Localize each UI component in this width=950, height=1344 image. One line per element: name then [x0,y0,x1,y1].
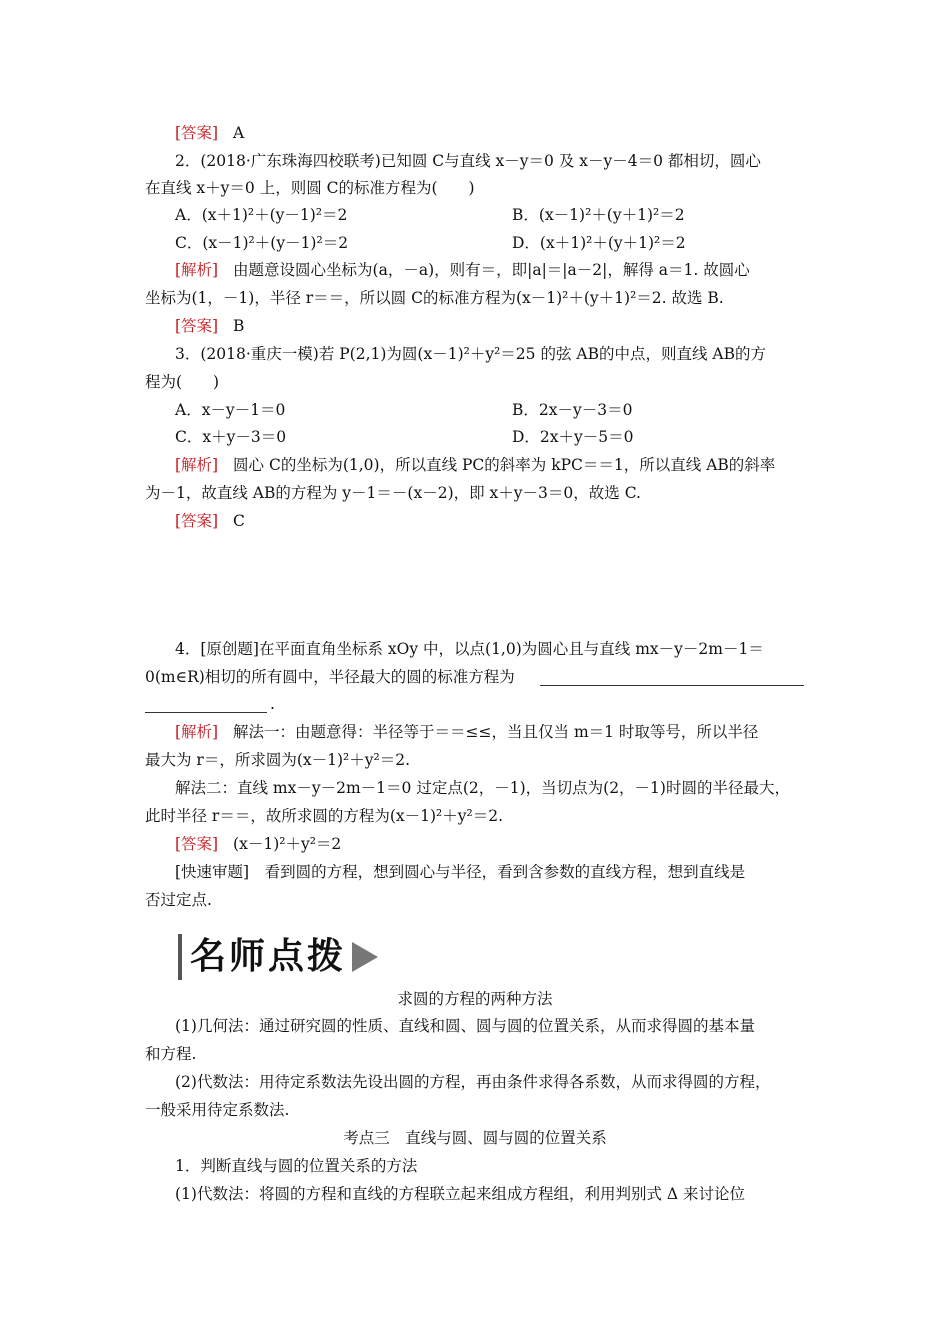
fill-in-blank-line-2 [145,712,267,713]
answer-value: B [233,317,245,335]
q1-answer-line [175,123,244,143]
play-triangle-icon [352,942,378,972]
q3-option-a: A．x－y－1＝0 [175,401,286,419]
quick-review-line-1: [快速审题] 看到圆的方程，想到圆心与半径，看到含参数的直线方程，想到直线是 [175,863,746,881]
q2-analysis-line-2: 坐标为(1，－1)，半径 r＝＝，所以圆 C的标准方程为(x－1)²＋(y＋1)²＝2. 故选 B. [145,289,724,307]
answer-tag: [答案] [175,317,219,335]
answer-tag: [答案] [175,512,219,530]
q3-analysis-line-2: 为－1，故直线 AB的方程为 y－1＝－(x－2)，即 x＋y－3＝0，故选 C. [145,484,641,502]
section-item-1a: (1)代数法：将圆的方程和直线的方程联立起来组成方程组，利用判别式 Δ 来讨论位 [175,1185,746,1203]
q3-stem-line-2: 程为( ) [145,373,220,391]
answer-value: A [233,124,245,142]
tips-p2-line-1: (2)代数法：用待定系数法先设出圆的方程，再由条件求得各系数，从而求得圆的方程， [175,1073,771,1091]
banner-bar [178,934,182,980]
section-heading: 考点三 直线与圆、圆与圆的位置关系 [343,1129,607,1147]
q3-option-d: D．2x＋y－5＝0 [512,428,634,446]
analysis-tag: [解析] [175,456,219,474]
answer-tag: [答案] [175,124,219,142]
q4-answer-line [175,834,341,854]
section-item-1: 1．判断直线与圆的位置关系的方法 [175,1157,418,1175]
q4-stem-line-2: 0(m∈R)相切的所有圆中，半径最大的圆的标准方程为 [145,668,515,686]
tips-p1-line-1: (1)几何法：通过研究圆的性质、直线和圆、圆与圆的位置关系，从而求得圆的基本量 [175,1017,755,1035]
quick-review-line-2: 否过定点. [145,891,212,909]
analysis-text: 解法一：由题意得：半径等于＝＝≤≤，当且仅当 m＝1 时取等号，所以半径 [233,723,759,741]
q4-analysis-line-3: 解法二：直线 mx－y－2m－1＝0 过定点(2，－1)，当切点为(2，－1)时圆的半径最大， [175,779,790,797]
answer-value: C [233,512,245,530]
analysis-tag: [解析] [175,723,219,741]
q2-option-b: B．(x－1)²＋(y＋1)²＝2 [512,206,685,224]
analysis-text: 圆心 C的坐标为(1,0)，所以直线 PC的斜率为 kPC＝＝1，所以直线 AB的斜率 [233,456,776,474]
q3-analysis-line-1 [175,455,775,475]
q2-option-a: A．(x＋1)²＋(y－1)²＝2 [175,206,348,224]
tips-p2-line-2: 一般采用待定系数法. [145,1101,290,1119]
q4-analysis-line-2: 最大为 r＝，所求圆为(x－1)²＋y²＝2. [145,751,411,769]
answer-tag: [答案] [175,835,219,853]
analysis-tag: [解析] [175,261,219,279]
q2-analysis-line-1 [175,260,750,280]
tips-heading: 求圆的方程的两种方法 [397,990,553,1008]
q3-option-b: B．2x－y－3＝0 [512,401,633,419]
fill-in-blank-line-1 [540,685,804,686]
tips-p1-line-2: 和方程. [145,1045,197,1063]
q2-answer-line [175,316,244,336]
analysis-text: 由题意设圆心坐标为(a，－a)，则有＝，即|a|＝|a－2|，解得 a＝1. 故圆心 [233,261,750,279]
answer-value: (x－1)²＋y²＝2 [233,835,342,853]
q3-option-c: C．x＋y－3＝0 [175,428,287,446]
section-banner [178,934,378,980]
q2-option-c: C．(x－1)²＋(y－1)²＝2 [175,234,349,252]
q2-stem-line-2: 在直线 x＋y＝0 上，则圆 C的标准方程为( ) [145,179,475,197]
q4-stem-line-1: 4．[原创题]在平面直角坐标系 xOy 中，以点(1,0)为圆心且与直线 mx－y－2m－1＝ [175,640,764,658]
q2-stem-line-1: 2．(2018·广东珠海四校联考)已知圆 C与直线 x－y＝0 及 x－y－4＝0 都相切，圆心 [175,152,761,170]
q4-stem-end: . [270,695,275,713]
q2-option-d: D．(x＋1)²＋(y＋1)²＝2 [512,234,686,252]
q3-answer-line [175,511,245,531]
q4-analysis-line-4: 此时半径 r＝＝，故所求圆的方程为(x－1)²＋y²＝2. [145,807,504,825]
banner-title: 名师点拨 [190,936,347,977]
q4-analysis-line-1 [175,722,758,742]
q3-stem-line-1: 3．(2018·重庆一模)若 P(2,1)为圆(x－1)²＋y²＝25 的弦 AB的中点，则直线 AB的方 [175,345,766,363]
